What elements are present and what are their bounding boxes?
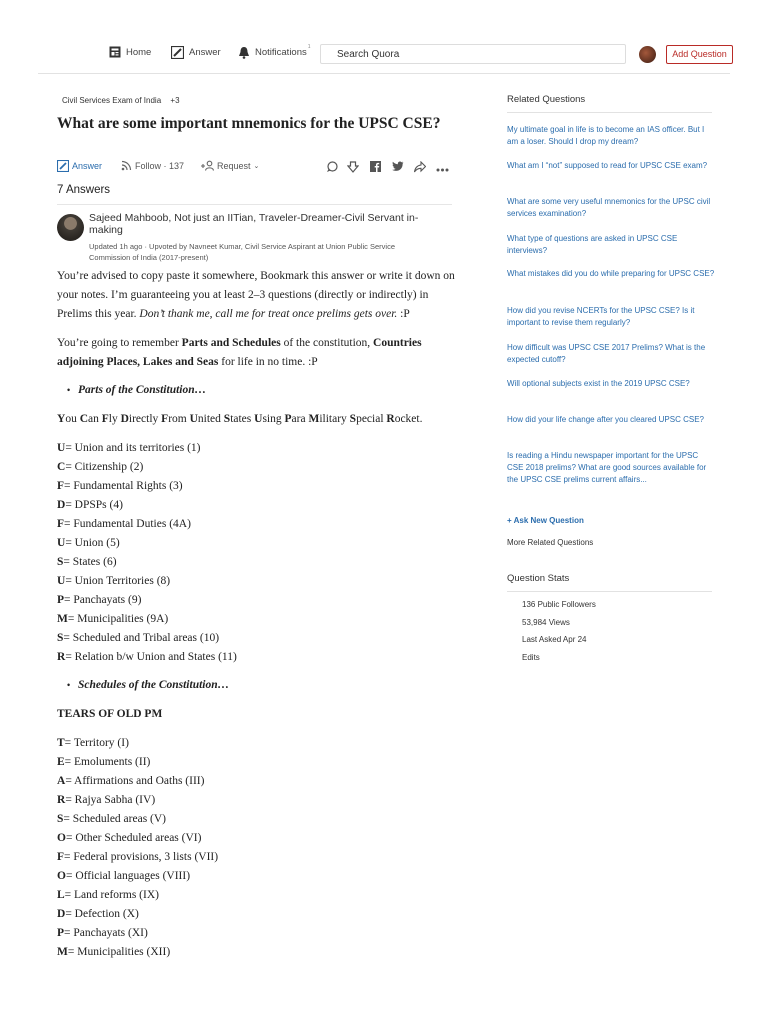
answer-body bbox=[57, 267, 457, 962]
related-question-link[interactable]: What type of questions are asked in UPSC CSE interviews? bbox=[507, 234, 678, 255]
mnemonic-rest: nited bbox=[197, 413, 221, 425]
part-item-value: = Scheduled and Tribal areas (10) bbox=[63, 632, 220, 644]
schedule-item bbox=[57, 905, 457, 924]
schedule-item-key: O bbox=[57, 832, 66, 844]
nav-home[interactable] bbox=[109, 46, 151, 58]
part-item bbox=[57, 629, 457, 648]
more-related-questions-link[interactable]: More Related Questions bbox=[507, 538, 594, 547]
mnemonic-rest: sing bbox=[262, 413, 282, 425]
nav-notifications-label: Notifications bbox=[255, 47, 307, 58]
answer-paragraph-1 bbox=[57, 267, 457, 324]
question-stat: Last Asked Apr 24 bbox=[522, 635, 587, 644]
mnemonic-rest: ilitary bbox=[319, 413, 347, 425]
comment-icon[interactable] bbox=[326, 161, 338, 175]
request-button-label: Request bbox=[217, 160, 251, 171]
part-item-value: = Municipalities (9A) bbox=[67, 613, 169, 625]
schedule-item-value: = Other Scheduled areas (VI) bbox=[65, 832, 202, 844]
related-question-link[interactable]: How did your life change after you cleared UPSC CSE? bbox=[507, 415, 704, 424]
question-actions bbox=[57, 160, 452, 176]
mnemonic-rest: rom bbox=[168, 413, 187, 425]
add-question-button[interactable]: Add Question bbox=[666, 45, 733, 64]
part-item-value: = Union and its territories (1) bbox=[65, 442, 201, 454]
schedule-item-key: R bbox=[57, 794, 66, 806]
mnemonic-initial: C bbox=[79, 413, 88, 425]
part-item-key: C bbox=[57, 461, 66, 473]
mnemonic-rest: tates bbox=[230, 413, 252, 425]
question-stat: 136 Public Followers bbox=[522, 600, 596, 609]
answers-count: 7 Answers bbox=[57, 184, 111, 196]
author-avatar[interactable] bbox=[57, 214, 84, 241]
mnemonic-initial: M bbox=[308, 413, 320, 425]
mnemonic-rest: an bbox=[88, 413, 99, 425]
mnemonic-rest: ly bbox=[108, 413, 118, 425]
question-stat[interactable]: Edits bbox=[522, 653, 540, 662]
part-item-value: = Fundamental Duties (4A) bbox=[64, 518, 191, 530]
part-item-key: U bbox=[57, 537, 66, 549]
related-question-link[interactable]: What mistakes did you do while preparing for UPSC CSE? bbox=[507, 269, 715, 278]
topic-civil-services[interactable]: Civil Services Exam of India bbox=[62, 96, 162, 105]
schedule-item bbox=[57, 753, 457, 772]
mnemonic-initial: F bbox=[101, 413, 109, 425]
related-question-link[interactable]: How did you revise NCERTs for the UPSC CSE? Is it important to revise them regularly? bbox=[507, 306, 695, 327]
p2-text-c: of the constitution, bbox=[283, 337, 371, 349]
request-icon bbox=[201, 160, 214, 171]
part-item bbox=[57, 477, 457, 496]
schedule-item-key: F bbox=[57, 851, 65, 863]
part-item bbox=[57, 610, 457, 629]
part-item bbox=[57, 458, 457, 477]
top-navigation-bar bbox=[0, 0, 768, 74]
related-question-link[interactable]: What are some very useful mnemonics for the UPSC civil services examination? bbox=[507, 197, 711, 218]
notification-badge: 1 bbox=[307, 43, 311, 50]
part-item-key: P bbox=[57, 594, 65, 606]
p2-bold-d: Countries adjoining Places, Lakes and Seas bbox=[57, 337, 422, 368]
mnemonic-initial: U bbox=[254, 413, 263, 425]
paragraph-1-tail: :P bbox=[400, 308, 410, 320]
part-item-value: = Citizenship (2) bbox=[65, 461, 144, 473]
mnemonic-initial: S bbox=[223, 413, 231, 425]
schedules-title: TEARS OF OLD PM bbox=[57, 708, 163, 720]
schedule-item-key: O bbox=[57, 870, 66, 882]
schedule-item-value: = Territory (I) bbox=[64, 737, 129, 749]
part-item-key: S bbox=[57, 632, 64, 644]
schedule-item bbox=[57, 924, 457, 943]
part-item bbox=[57, 496, 457, 515]
schedule-item-key: M bbox=[57, 946, 68, 958]
part-item-key: M bbox=[57, 613, 68, 625]
part-item-value: = DPSPs (4) bbox=[65, 499, 123, 511]
mnemonic-rest: ocket. bbox=[394, 413, 423, 425]
part-item-key: U bbox=[57, 575, 66, 587]
ask-new-question-link[interactable]: + Ask New Question bbox=[507, 516, 584, 525]
downvote-icon[interactable] bbox=[347, 161, 359, 175]
related-question-link[interactable]: How difficult was UPSC CSE 2017 Prelims? What is the expected cutoff? bbox=[507, 343, 706, 364]
schedule-item bbox=[57, 886, 457, 905]
part-item-value: = Union Territories (8) bbox=[65, 575, 171, 587]
facebook-icon[interactable] bbox=[370, 161, 381, 174]
chevron-down-icon: ⌄ bbox=[253, 162, 260, 170]
part-item-value: = Fundamental Rights (3) bbox=[64, 480, 183, 492]
part-item bbox=[57, 572, 457, 591]
related-question-link[interactable]: My ultimate goal in life is to become an IAS officer. But I am a loser. Should I drop my dream? bbox=[507, 125, 705, 146]
question-stats-title: Question Stats bbox=[507, 573, 570, 584]
follow-button-label: Follow · 137 bbox=[135, 160, 185, 171]
nav-answer[interactable] bbox=[171, 46, 221, 59]
related-question-link[interactable]: Will optional subjects exist in the 2019 UPSC CSE? bbox=[507, 379, 690, 388]
part-item bbox=[57, 553, 457, 572]
mnemonic-rest: irectly bbox=[128, 413, 159, 425]
stats-divider bbox=[507, 591, 712, 592]
answer-meta: Updated 1h ago · Upvoted by Navneet Kumar, Civil Service Aspirant at Union Public Service Commission of India (2017-present) bbox=[89, 242, 395, 262]
rss-icon bbox=[121, 160, 132, 171]
part-item-value: = Relation b/w Union and States (11) bbox=[65, 651, 237, 663]
schedule-item-value: = Defection (X) bbox=[65, 908, 139, 920]
topic-list bbox=[62, 96, 180, 105]
part-item-key: R bbox=[57, 651, 66, 663]
schedule-item-value: = Municipalities (XII) bbox=[67, 946, 171, 958]
mnemonic-initial: F bbox=[161, 413, 169, 425]
answers-divider bbox=[57, 204, 452, 205]
parts-mnemonic bbox=[57, 410, 457, 429]
schedule-item-value: = Affirmations and Oaths (III) bbox=[65, 775, 205, 787]
mnemonic-initial: Y bbox=[57, 413, 66, 425]
schedule-item-value: = Land reforms (IX) bbox=[64, 889, 159, 901]
schedule-item-value: = Rajya Sabha (IV) bbox=[65, 794, 156, 806]
part-item-key: S bbox=[57, 556, 64, 568]
schedule-item-key: L bbox=[57, 889, 65, 901]
user-avatar[interactable] bbox=[639, 46, 656, 63]
schedule-item-value: = Emoluments (II) bbox=[64, 756, 151, 768]
part-item bbox=[57, 534, 457, 553]
part-item-key: F bbox=[57, 480, 65, 492]
p2-text-a: You’re going to remember bbox=[57, 337, 179, 349]
part-item bbox=[57, 648, 457, 667]
schedule-item bbox=[57, 848, 457, 867]
schedules-list bbox=[57, 734, 457, 962]
schedule-item-key: P bbox=[57, 927, 65, 939]
follow-button[interactable] bbox=[121, 160, 184, 171]
part-item-value: = States (6) bbox=[63, 556, 117, 568]
schedule-item-value: = Panchayats (XI) bbox=[64, 927, 148, 939]
mnemonic-initial: S bbox=[349, 413, 357, 425]
related-divider bbox=[507, 112, 712, 113]
answer-button[interactable] bbox=[57, 160, 102, 172]
p2-bold-b: Parts and Schedules bbox=[181, 337, 281, 349]
part-item-key: F bbox=[57, 518, 65, 530]
part-item bbox=[57, 515, 457, 534]
schedule-item-value: = Federal provisions, 3 lists (VII) bbox=[64, 851, 219, 863]
nav-home-label: Home bbox=[126, 46, 152, 58]
p2-text-e: for life in no time. :P bbox=[221, 356, 318, 368]
part-item bbox=[57, 591, 457, 610]
question-title: What are some important mnemonics for the UPSC CSE? bbox=[57, 115, 441, 132]
schedule-item bbox=[57, 810, 457, 829]
part-item-value: = Union (5) bbox=[65, 537, 120, 549]
schedule-item bbox=[57, 867, 457, 886]
bullet-parts: • Parts of the Constitution… bbox=[78, 381, 457, 400]
mnemonic-rest: pecial bbox=[356, 413, 384, 425]
related-question-link[interactable]: What am I “not” supposed to read for UPSC CSE exam? bbox=[507, 161, 708, 170]
parts-list bbox=[57, 439, 457, 667]
pencil-icon bbox=[57, 160, 69, 172]
nav-answer-label: Answer bbox=[189, 47, 221, 58]
mnemonic-initial: D bbox=[120, 413, 129, 425]
search-input[interactable] bbox=[320, 44, 626, 64]
answer-button-label: Answer bbox=[72, 161, 103, 171]
related-questions-title: Related Questions bbox=[507, 94, 586, 105]
schedule-item bbox=[57, 772, 457, 791]
bell-icon bbox=[238, 46, 250, 59]
part-item bbox=[57, 439, 457, 458]
schedule-item bbox=[57, 734, 457, 753]
mnemonic-initial: P bbox=[284, 413, 292, 425]
mnemonic-rest: ou bbox=[65, 413, 77, 425]
schedule-item-key: E bbox=[57, 756, 65, 768]
bullet-schedules: • Schedules of the Constitution… bbox=[78, 676, 457, 695]
part-item-value: = Panchayats (9) bbox=[64, 594, 142, 606]
schedule-item-value: = Official languages (VIII) bbox=[65, 870, 191, 882]
schedule-item bbox=[57, 943, 457, 962]
header-divider bbox=[38, 73, 730, 74]
paragraph-1-text: You’re advised to copy paste it somewhere, Bookmark this answer or write it down on your notes. I’m guaranteeing you at least 2–3 questions (directly or indirectly) in Prelims this year. bbox=[57, 270, 455, 320]
schedule-item-key: T bbox=[57, 737, 65, 749]
schedule-item-key: A bbox=[57, 775, 66, 787]
mnemonic-initial: R bbox=[386, 413, 395, 425]
topic-more[interactable]: +3 bbox=[170, 96, 180, 105]
schedule-item bbox=[57, 829, 457, 848]
related-question-link[interactable]: Is reading a Hindu newspaper important for the UPSC CSE 2018 prelims? What are good sources available for the UPSC CSE prelims current affairs... bbox=[507, 451, 707, 484]
paragraph-1-italic: Don’t thank me, call me for treat once prelims gets over. bbox=[139, 308, 398, 320]
mnemonic-initial: U bbox=[189, 413, 198, 425]
mnemonic-rest: ara bbox=[291, 413, 306, 425]
more-icon[interactable] bbox=[436, 164, 449, 174]
request-button[interactable] bbox=[201, 160, 259, 171]
home-icon bbox=[109, 46, 121, 58]
schedule-item bbox=[57, 791, 457, 810]
pencil-icon bbox=[171, 46, 184, 59]
share-icon[interactable] bbox=[414, 161, 426, 175]
question-stat: 53,984 Views bbox=[522, 618, 570, 627]
part-item-key: U bbox=[57, 442, 66, 454]
author-credential[interactable]: Sajeed Mahboob, Not just an IITian, Traveler-Dreamer-Civil Servant in-making bbox=[89, 212, 419, 236]
nav-notifications[interactable] bbox=[238, 43, 311, 59]
schedule-item-key: S bbox=[57, 813, 64, 825]
part-item-key: D bbox=[57, 499, 66, 511]
schedule-item-value: = Scheduled areas (V) bbox=[63, 813, 167, 825]
answer-paragraph-2 bbox=[57, 334, 457, 372]
schedule-item-key: D bbox=[57, 908, 66, 920]
twitter-icon[interactable] bbox=[392, 161, 404, 174]
